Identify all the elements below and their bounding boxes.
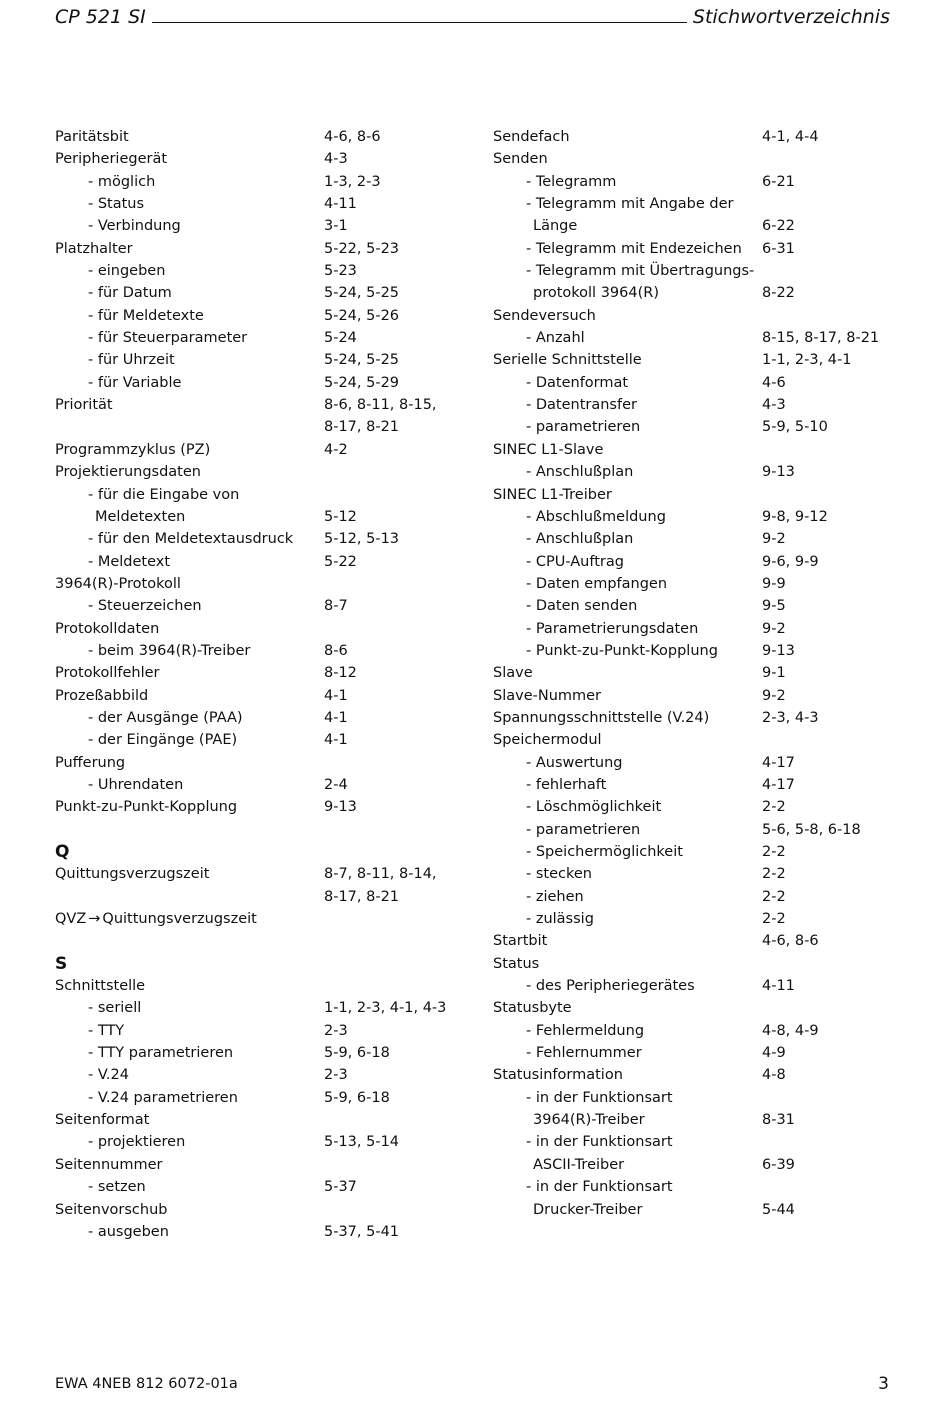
header-section-title: Stichwortverzeichnis — [692, 6, 890, 28]
index-entry — [55, 975, 485, 997]
index-term: - parametrieren — [526, 419, 641, 436]
index-entry — [493, 439, 913, 461]
index-page-refs: 4-1 — [324, 709, 348, 726]
spacer — [55, 930, 485, 952]
index-term: - eingeben — [88, 263, 166, 280]
index-term: - Anschlußplan — [526, 464, 634, 481]
index-subentry — [493, 1199, 913, 1221]
index-term: Seitennummer — [55, 1156, 163, 1173]
index-subentry — [493, 841, 913, 863]
index-subentry — [55, 774, 485, 796]
index-entry — [55, 886, 485, 908]
index-subentry — [493, 1042, 913, 1064]
index-subentry — [55, 327, 485, 349]
index-term: Speichermodul — [493, 732, 602, 749]
index-page-refs: 6-22 — [762, 218, 795, 235]
index-page-refs: 9-2 — [762, 531, 786, 548]
index-page-refs: 9-2 — [762, 687, 786, 704]
index-term: Status — [493, 955, 540, 972]
index-term: 3964(R)-Treiber — [533, 1112, 645, 1129]
index-subentry — [493, 1154, 913, 1176]
index-term: - Verbindung — [88, 218, 181, 235]
index-entry — [493, 126, 913, 148]
index-term: Statusinformation — [493, 1067, 623, 1084]
section-letter-text: Q — [55, 842, 70, 862]
index-term: Seitenvorschub — [55, 1201, 168, 1218]
index-page-refs: 2-2 — [762, 844, 786, 860]
index-subentry — [493, 551, 913, 573]
index-page-refs: 4-6 — [762, 374, 786, 391]
index-subentry — [493, 908, 913, 930]
index-page-refs: 8-15, 8-17, 8-21 — [762, 330, 880, 347]
index-term: Startbit — [493, 933, 548, 950]
index-term: - Speichermöglichkeit — [526, 844, 683, 860]
index-subentry — [493, 819, 913, 841]
index-subentry — [493, 975, 913, 997]
index-subentry — [493, 372, 913, 394]
index-page-refs: 9-1 — [762, 665, 786, 682]
index-term: Quittungsverzugszeit — [55, 866, 210, 883]
index-page-refs: 5-24, 5-25 — [324, 285, 400, 302]
index-subentry — [493, 752, 913, 774]
xref-target: Quittungsverzugszeit — [102, 911, 257, 928]
index-subentry — [55, 729, 485, 751]
index-term: - TTY — [88, 1022, 125, 1039]
index-subentry — [55, 551, 485, 573]
index-entry — [55, 662, 485, 684]
index-term: Punkt-zu-Punkt-Kopplung — [55, 799, 238, 816]
index-term: - in der Funktionsart — [526, 1179, 673, 1196]
index-subentry — [55, 372, 485, 394]
index-entry — [55, 796, 485, 818]
index-term: - Punkt-zu-Punkt-Kopplung — [526, 642, 718, 659]
index-subentry — [493, 416, 913, 438]
index-entry — [55, 685, 485, 707]
index-entry — [493, 484, 913, 506]
index-term: - stecken — [526, 866, 592, 883]
index-term: - der Eingänge (PAE) — [88, 732, 238, 749]
index-entry — [55, 394, 485, 416]
index-subentry — [493, 193, 913, 215]
index-term: - der Ausgänge (PAA) — [88, 709, 243, 726]
index-term: Programmzyklus (PZ) — [55, 441, 211, 458]
index-page-refs: 9-5 — [762, 598, 786, 615]
index-subentry — [493, 640, 913, 662]
index-term: - für die Eingabe von — [88, 486, 240, 503]
index-term: Statusbyte — [493, 1000, 572, 1017]
index-term: Schnittstelle — [55, 978, 146, 995]
index-page-refs: 4-1 — [324, 687, 348, 704]
index-page-refs: 4-3 — [324, 151, 348, 168]
index-page-refs: 2-3 — [324, 1067, 348, 1084]
index-page-refs: 4-11 — [324, 196, 357, 213]
index-page-refs: 5-22 — [324, 553, 357, 570]
index-term: - Telegramm — [526, 173, 617, 190]
index-term: - für den Meldetextausdruck — [88, 531, 294, 548]
index-page-refs: 4-17 — [762, 776, 795, 793]
index-term: Paritätsbit — [55, 129, 129, 145]
index-subentry — [55, 1221, 485, 1243]
index-page-refs: 8-22 — [762, 285, 795, 302]
index-page-refs: 9-8, 9-12 — [762, 508, 828, 525]
index-term: - Daten empfangen — [526, 575, 668, 592]
index-page-refs: 6-21 — [762, 173, 795, 190]
index-page-refs: 5-12 — [324, 508, 357, 525]
index-subentry — [493, 528, 913, 550]
index-term: - setzen — [88, 1179, 146, 1196]
index-page-refs: 5-9, 5-10 — [762, 419, 828, 436]
index-page-refs: 5-24, 5-26 — [324, 307, 400, 324]
index-subentry — [493, 282, 913, 304]
index-entry — [55, 461, 485, 483]
index-term: - seriell — [88, 1000, 142, 1017]
index-term: Protokolldaten — [55, 620, 160, 637]
index-term: SINEC L1-Slave — [493, 441, 604, 458]
index-subentry — [55, 1064, 485, 1086]
index-column-right — [493, 126, 913, 1221]
index-page-refs: 4-11 — [762, 978, 795, 995]
index-term: - möglich — [88, 173, 156, 190]
index-entry — [55, 863, 485, 885]
index-term: - projektieren — [88, 1134, 186, 1151]
index-term: Pufferung — [55, 754, 126, 771]
index-term: - Telegramm mit Endezeichen — [526, 240, 742, 257]
index-subentry — [55, 595, 485, 617]
index-page-refs: 4-1, 4-4 — [762, 129, 819, 145]
section-letter-text: S — [55, 953, 68, 974]
index-term: Platzhalter — [55, 240, 133, 257]
xref-term: QVZ — [55, 911, 87, 928]
index-page-refs: 1-3, 2-3 — [324, 173, 381, 190]
index-term: - parametrieren — [526, 821, 641, 838]
index-subentry — [55, 528, 485, 550]
index-subentry — [55, 305, 485, 327]
index-term: - in der Funktionsart — [526, 1089, 673, 1106]
index-entry — [55, 1109, 485, 1131]
index-page-refs: 5-13, 5-14 — [324, 1134, 400, 1151]
index-subentry — [493, 238, 913, 260]
index-entry — [493, 1064, 913, 1086]
index-term: Slave-Nummer — [493, 687, 602, 704]
index-term: protokoll 3964(R) — [533, 285, 659, 302]
footer-document-number: EWA 4NEB 812 6072-01a — [55, 1376, 238, 1392]
index-term: - Abschlußmeldung — [526, 508, 666, 525]
index-page-refs: 2-4 — [324, 776, 348, 793]
index-term: Projektierungsdaten — [55, 464, 201, 481]
index-subentry — [493, 327, 913, 349]
index-subentry — [55, 349, 485, 371]
index-page-refs: 4-3 — [762, 397, 786, 414]
index-page-refs: 4-6, 8-6 — [762, 933, 819, 950]
index-subentry — [493, 595, 913, 617]
index-term: - Anzahl — [526, 330, 585, 347]
index-page-refs: 8-12 — [324, 665, 357, 682]
index-page-refs: 8-31 — [762, 1112, 795, 1129]
index-term: - Daten senden — [526, 598, 638, 615]
page-header — [55, 0, 890, 28]
index-page-refs: 9-13 — [762, 642, 795, 659]
index-term: Serielle Schnittstelle — [493, 352, 642, 369]
index-entry — [55, 148, 485, 170]
index-term: - Datenformat — [526, 374, 629, 391]
index-term: - V.24 — [88, 1067, 129, 1084]
index-page-refs: 8-6 — [324, 642, 348, 659]
index-term: - Fehlernummer — [526, 1045, 642, 1062]
index-page-refs: 5-22, 5-23 — [324, 240, 400, 257]
index-term: - für Meldetexte — [88, 307, 204, 324]
index-entry — [493, 707, 913, 729]
index-term: - Status — [88, 196, 145, 213]
section-letter — [55, 841, 485, 863]
index-subentry — [55, 707, 485, 729]
index-column-left — [55, 126, 485, 1243]
index-term: Senden — [493, 151, 548, 168]
index-term: - beim 3964(R)-Treiber — [88, 642, 251, 659]
index-term: SINEC L1-Treiber — [493, 486, 612, 503]
index-term: Peripheriegerät — [55, 151, 168, 168]
index-subentry — [55, 1042, 485, 1064]
index-page-refs: 2-3 — [324, 1022, 348, 1039]
index-subentry — [493, 1020, 913, 1042]
index-entry — [55, 752, 485, 774]
section-letter — [55, 953, 485, 975]
index-term: Seitenformat — [55, 1112, 150, 1129]
index-subentry — [493, 573, 913, 595]
index-subentry — [55, 484, 485, 506]
index-entry — [55, 573, 485, 595]
index-page-refs: 4-2 — [324, 441, 348, 458]
footer-page-number: 3 — [878, 1374, 889, 1394]
index-term: - für Datum — [88, 285, 172, 302]
index-subentry — [493, 215, 913, 237]
index-cross-reference — [55, 908, 485, 930]
index-entry — [493, 729, 913, 751]
index-term: - Datentransfer — [526, 397, 637, 414]
index-term: - Auswertung — [526, 754, 623, 771]
index-page-refs: 8-17, 8-21 — [324, 888, 400, 905]
header-manual-title: CP 521 SI — [55, 6, 146, 28]
index-entry — [55, 238, 485, 260]
index-term: Priorität — [55, 397, 113, 414]
index-subentry — [55, 1020, 485, 1042]
index-term: - Meldetext — [88, 553, 171, 570]
index-page-refs: 9-9 — [762, 575, 786, 592]
index-page-refs: 5-9, 6-18 — [324, 1089, 390, 1106]
header-rule — [152, 22, 687, 23]
index-subentry — [55, 260, 485, 282]
index-term: - fehlerhaft — [526, 776, 607, 793]
index-entry — [493, 148, 913, 170]
index-term: - V.24 parametrieren — [88, 1089, 238, 1106]
xref-wrapper — [55, 908, 257, 930]
index-subentry — [493, 1131, 913, 1153]
index-page-refs: 5-44 — [762, 1201, 795, 1218]
index-entry — [493, 930, 913, 952]
index-term: Sendefach — [493, 129, 570, 145]
index-page-refs: 2-2 — [762, 911, 786, 928]
index-subentry — [493, 394, 913, 416]
index-page-refs: 5-24 — [324, 330, 357, 347]
index-page-refs: 9-13 — [324, 799, 357, 816]
index-subentry — [55, 1131, 485, 1153]
spacer — [55, 819, 485, 841]
index-term: - Telegramm mit Übertragungs- — [526, 263, 755, 280]
index-page-refs: 4-8, 4-9 — [762, 1022, 819, 1039]
index-page-refs: 2-3, 4-3 — [762, 709, 819, 726]
index-subentry — [493, 1176, 913, 1198]
index-term: - Fehlermeldung — [526, 1022, 645, 1039]
index-entry — [55, 126, 485, 148]
index-subentry — [493, 774, 913, 796]
index-entry — [493, 662, 913, 684]
index-term: Slave — [493, 665, 533, 682]
index-term: - für Steuerparameter — [88, 330, 248, 347]
index-page-refs: 8-7, 8-11, 8-14, — [324, 866, 437, 883]
index-term: - Uhrendaten — [88, 776, 184, 793]
index-subentry — [55, 1087, 485, 1109]
index-term: - in der Funktionsart — [526, 1134, 673, 1151]
index-term: - Telegramm mit Angabe der — [526, 196, 734, 213]
index-term: Länge — [533, 218, 578, 235]
index-page-refs: 5-24, 5-25 — [324, 352, 400, 369]
index-page-refs: 2-2 — [762, 799, 786, 816]
index-term: Meldetexten — [95, 508, 186, 525]
index-subentry — [55, 506, 485, 528]
index-term: - zulässig — [526, 911, 594, 928]
index-subentry — [493, 796, 913, 818]
index-subentry — [55, 171, 485, 193]
index-term: - CPU-Auftrag — [526, 553, 624, 570]
index-term: Sendeversuch — [493, 307, 596, 324]
index-page-refs: 8-7 — [324, 598, 348, 615]
index-page-refs: 5-24, 5-29 — [324, 374, 400, 391]
index-page-refs: 4-17 — [762, 754, 795, 771]
index-subentry — [493, 886, 913, 908]
right-arrow-icon: → — [88, 911, 101, 928]
index-page-refs: 2-2 — [762, 888, 786, 905]
index-entry — [493, 997, 913, 1019]
index-page-refs: 5-37 — [324, 1179, 357, 1196]
index-entry — [55, 1154, 485, 1176]
index-entry — [493, 953, 913, 975]
index-subentry — [493, 618, 913, 640]
index-term: Drucker-Treiber — [533, 1201, 643, 1218]
index-subentry — [493, 260, 913, 282]
index-term: 3964(R)-Protokoll — [55, 575, 181, 592]
index-page-refs: 6-39 — [762, 1156, 795, 1173]
index-term: - für Variable — [88, 374, 182, 391]
index-subentry — [493, 1109, 913, 1131]
index-term: - Löschmöglichkeit — [526, 799, 662, 816]
index-page-refs: 8-6, 8-11, 8-15, — [324, 397, 437, 414]
index-entry — [55, 439, 485, 461]
index-subentry — [55, 282, 485, 304]
index-subentry — [55, 997, 485, 1019]
index-entry — [493, 305, 913, 327]
index-page-refs: 9-6, 9-9 — [762, 553, 819, 570]
index-page-refs: 9-13 — [762, 464, 795, 481]
index-page-refs: 5-9, 6-18 — [324, 1045, 390, 1062]
index-page-refs: 1-1, 2-3, 4-1 — [762, 352, 852, 369]
index-entry — [55, 1199, 485, 1221]
index-entry — [55, 416, 485, 438]
index-entry — [55, 618, 485, 640]
index-term: - ausgeben — [88, 1223, 169, 1240]
index-page-refs: 2-2 — [762, 866, 786, 883]
index-term: - des Peripheriegerätes — [526, 978, 695, 995]
index-page-refs: 5-6, 5-8, 6-18 — [762, 821, 861, 838]
index-term: ASCII-Treiber — [533, 1156, 625, 1173]
index-entry — [493, 349, 913, 371]
index-subentry — [493, 863, 913, 885]
index-page-refs: 9-2 — [762, 620, 786, 637]
index-subentry — [493, 506, 913, 528]
index-term: Protokollfehler — [55, 665, 160, 682]
index-page-refs: 5-23 — [324, 263, 357, 280]
index-subentry — [493, 171, 913, 193]
index-page-refs: 5-37, 5-41 — [324, 1223, 400, 1240]
index-subentry — [55, 640, 485, 662]
index-term: - ziehen — [526, 888, 584, 905]
index-page-refs: 5-12, 5-13 — [324, 531, 400, 548]
index-subentry — [493, 461, 913, 483]
index-term: - TTY parametrieren — [88, 1045, 234, 1062]
index-term: - Anschlußplan — [526, 531, 634, 548]
index-term: - Parametrierungsdaten — [526, 620, 699, 637]
index-subentry — [55, 193, 485, 215]
index-term: - Steuerzeichen — [88, 598, 202, 615]
index-page-refs: 4-1 — [324, 732, 348, 749]
index-term: - für Uhrzeit — [88, 352, 175, 369]
index-subentry — [55, 1176, 485, 1198]
index-page-refs: 4-6, 8-6 — [324, 129, 381, 145]
index-page-refs: 8-17, 8-21 — [324, 419, 400, 436]
index-page-refs: 4-8 — [762, 1067, 786, 1084]
index-page-refs: 3-1 — [324, 218, 348, 235]
index-subentry — [493, 1087, 913, 1109]
index-subentry — [55, 215, 485, 237]
index-term: Spannungsschnittstelle (V.24) — [493, 709, 710, 726]
index-entry — [493, 685, 913, 707]
index-page-refs: 6-31 — [762, 240, 795, 257]
index-term: Prozeßabbild — [55, 687, 149, 704]
index-page-refs: 1-1, 2-3, 4-1, 4-3 — [324, 1000, 447, 1017]
index-page-refs: 4-9 — [762, 1045, 786, 1062]
